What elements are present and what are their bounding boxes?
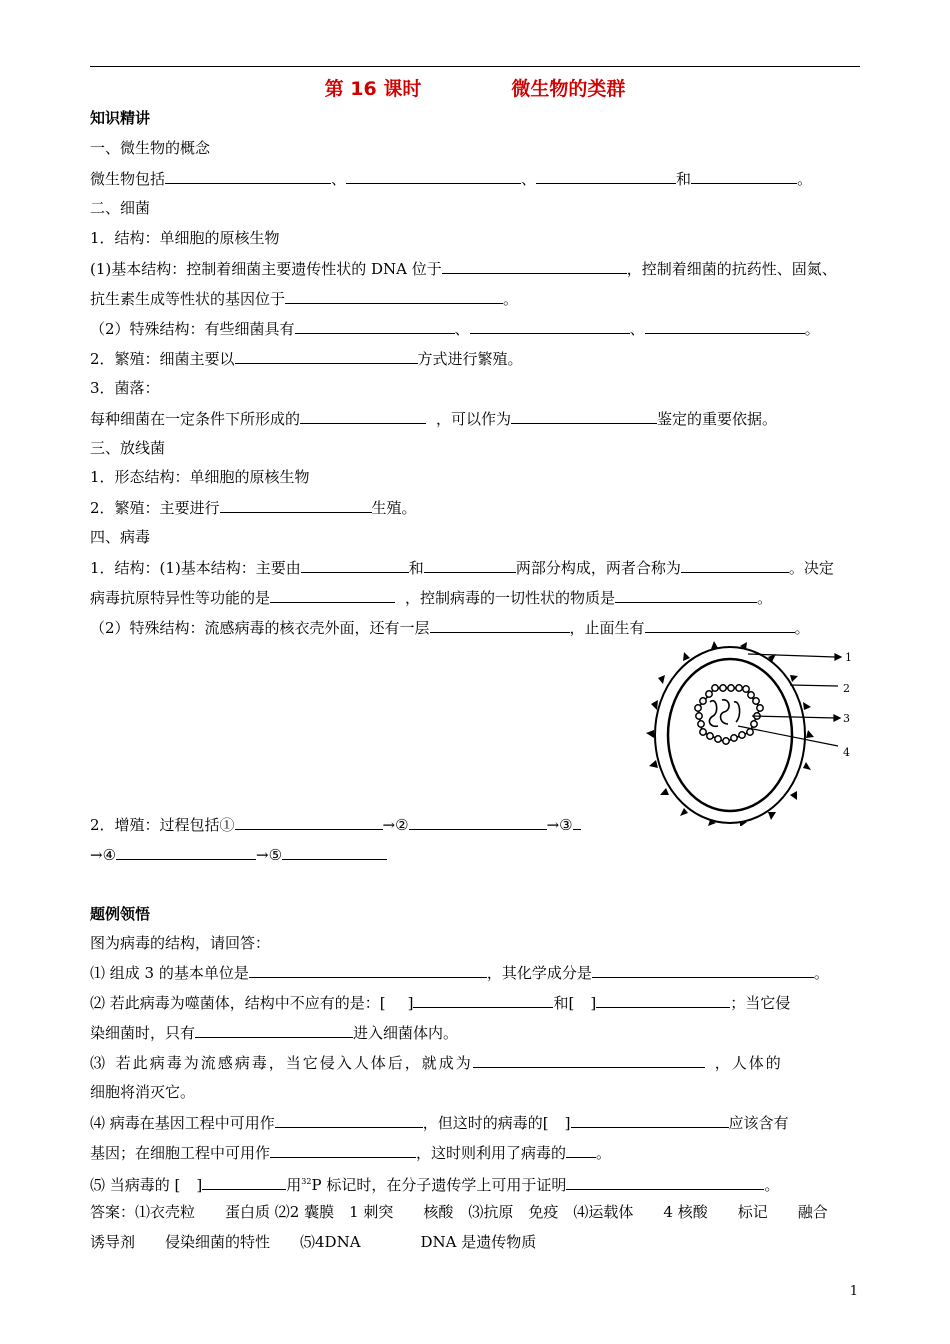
virus-special-structure: （2）特殊结构：流感病毒的核衣壳外面，还有一层 ，止面生有 。 (90, 619, 810, 637)
virus-structure-diagram (640, 640, 860, 826)
question-intro: 图为病毒的结构，请回答： (90, 934, 271, 952)
microbe-line: 微生物包括 、 、 和 。 (90, 170, 813, 188)
lesson-number: 第 16 课时 (324, 78, 422, 100)
virus-heading: 四、病毒 (90, 528, 151, 546)
bacteria-reproduction: 2．繁殖：细菌主要以 方式进行繁殖。 (90, 350, 523, 368)
bacteria-structure: 1．结构：单细胞的原核生物 (90, 229, 280, 247)
question-2-line1: ⑵ 若此病毒为噬菌体，结构中不应有的是：[ ] 和[ ] ；当它侵 (90, 994, 791, 1012)
concept-heading: 一、微生物的概念 (90, 139, 211, 157)
spikes (646, 641, 814, 826)
section-heading-examples: 题例领悟 (90, 905, 151, 923)
colony-line: 每种细菌在一定条件下所形成的 ，可以作为 鉴定的重要依据。 (90, 410, 778, 428)
diagram-label-1: 1 (845, 651, 852, 664)
question-3-line2: 细胞将消灭它。 (90, 1083, 196, 1101)
question-3-line1: ⑶ 若此病毒为流感病毒，当它侵入人体后，就成为 ，人体的 (90, 1054, 783, 1072)
page-number: 1 (849, 1284, 858, 1299)
capsomeres (695, 685, 763, 744)
actinomycetes-heading: 三、放线菌 (90, 439, 166, 457)
diagram-label-3: 3 (843, 712, 850, 725)
bacteria-basic-structure: (1)基本结构：控制着细菌主要遗传性状的 DNA 位于 ，控制着细菌的抗药性、固氮、 (90, 260, 837, 278)
question-4-line1: ⑷ 病毒在基因工程中可用作 ，但这时的病毒的[ ] 应该含有 (90, 1114, 789, 1132)
bacteria-heading: 二、细菌 (90, 199, 151, 217)
diagram-label-4: 4 (843, 746, 850, 759)
question-2-line2: 染细菌时，只有 进入细菌体内。 (90, 1024, 459, 1042)
actinomycetes-reproduction: 2．繁殖：主要进行 生殖。 (90, 499, 417, 517)
section-heading-knowledge: 知识精讲 (90, 109, 151, 127)
actinomycetes-structure: 1．形态结构：单细胞的原核生物 (90, 468, 310, 486)
bacteria-genes-line: 抗生素生成等性状的基因位于 。 (90, 290, 519, 308)
diagram-label-2: 2 (843, 682, 850, 695)
virus-structure-line1: 1．结构：(1)基本结构：主要由 和 两部分构成，两者合称为 。决定 (90, 559, 834, 577)
nucleic-acid (709, 700, 739, 727)
lesson-topic: 微生物的类群 (511, 78, 626, 100)
colony-heading: 3．菌落： (90, 379, 160, 397)
question-1: ⑴ 组成 3 的基本单位是 ，其化学成分是 。 (90, 964, 829, 982)
top-rule (90, 66, 860, 67)
question-4-line2: 基因；在细胞工程中可用作 ，这时则利用了病毒的 。 (90, 1144, 612, 1162)
virus-proliferation-line2: →④ →⑤ (90, 844, 387, 865)
answer-line1: 答案：⑴衣壳粒 蛋白质 ⑵2 囊膜 1 刺突 核酸 ⑶抗原 免疫 ⑷运载体 4 核酸 标记 融合 (90, 1203, 828, 1221)
page-title (90, 74, 860, 101)
answer-line2: 诱导剂 侵染细菌的特性 ⑸4DNA DNA 是遗传物质 (90, 1233, 537, 1251)
bacteria-special-structure: （2）特殊结构：有些细菌具有 、 、 。 (90, 320, 820, 338)
question-5: ⑸ 当病毒的 [ ] 用$^{32}$P 标记时，在分子遗传学上可用于证明 。 (90, 1176, 780, 1194)
virus-structure-line2: 病毒抗原特异性等功能的是 ，控制病毒的一切性状的物质是 。 (90, 589, 773, 607)
virus-proliferation-line1: 2．增殖：过程包括① →② →③ (90, 814, 581, 835)
